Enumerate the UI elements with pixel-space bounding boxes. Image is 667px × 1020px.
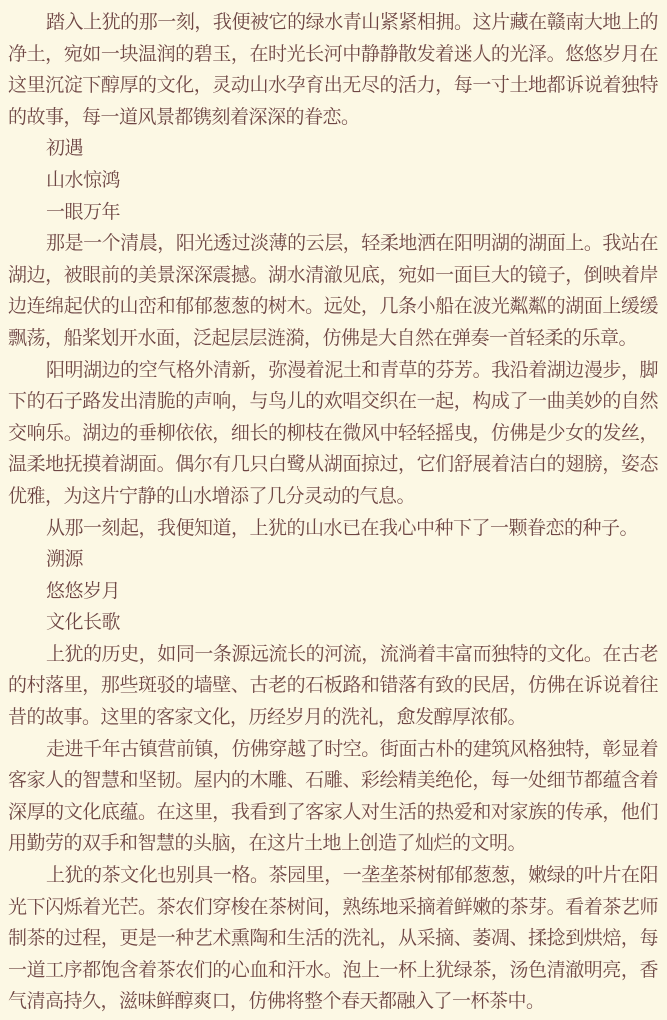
article-heading-one-glance: 一眼万年	[46, 201, 121, 223]
article-heading-culture-song: 文化长歌	[46, 612, 121, 634]
article-paragraph: 那是一个清晨，阳光透过淡薄的云层，轻柔地洒在阳明湖的湖面上。我站在湖边，被眼前的美景深深震撼。湖水清澈见底，宛如一面巨大的镜子，倒映着岸边连绵起伏的山峦和郁郁葱葱的树木。远处，几条小船在波光粼粼的湖面上缓缓飘荡，船桨划开水面，泛起层层涟漪，仿佛是大自然在弹奏一首轻柔的乐章。	[8, 233, 658, 349]
article-heading-tracing-origins: 溯源	[46, 549, 84, 571]
article-paragraph: 踏入上犹的那一刻，我便被它的绿水青山紧紧相拥。这片藏在赣南大地上的净土，宛如一块温润的碧玉，在时光长河中静静散发着迷人的光泽。悠悠岁月在这里沉淀下醇厚的文化，灵动山水孕育出无尽的活力，每一寸土地都诉说着独特的故事，每一道风景都镌刻着深深的眷恋。	[8, 12, 658, 128]
article-paragraph: 走进千年古镇营前镇，仿佛穿越了时空。街面古朴的建筑风格独特，彰显着客家人的智慧和坚韧。屋内的木雕、石雕、彩绘精美绝伦，每一处细节都蕴含着深厚的文化底蕴。在这里，我看到了客家人对生活的热爱和对家族的传承，他们用勤劳的双手和智慧的头脑，在这片土地上创造了灿烂的文明。	[8, 738, 658, 855]
article-paragraph: 从那一刻起，我便知道，上犹的山水已在我心中种下了一颗眷恋的种子。	[46, 517, 639, 539]
article-heading-first-encounter: 初遇	[46, 138, 84, 160]
article-paragraph: 阳明湖边的空气格外清新，弥漫着泥土和青草的芬芳。我沿着湖边漫步，脚下的石子路发出清脆的声响，与鸟儿的欢唱交织在一起，构成了一曲美妙的自然交响乐。湖边的垂柳依依，细长的柳枝在微风中轻轻摇曳，仿佛是少女的发丝，温柔地抚摸着湖面。偶尔有几只白鹭从湖面掠过，它们舒展着洁白的翅膀，姿态优雅，为这片宁静的山水增添了几分灵动的气息。	[8, 359, 658, 507]
article-heading-long-years: 悠悠岁月	[46, 580, 121, 602]
article-paragraph: 上犹的历史，如同一条源远流长的河流，流淌着丰富而独特的文化。在古老的村落里，那些斑驳的墙壁、古老的石板路和错落有致的民居，仿佛在诉说着往昔的故事。这里的客家文化，历经岁月的洗礼，愈发醇厚浓郁。	[8, 643, 658, 729]
article-paragraph: 上犹的茶文化也别具一格。茶园里，一垄垄茶树郁郁葱葱，嫩绿的叶片在阳光下闪烁着光芒。茶农们穿梭在茶树间，熟练地采摘着鲜嫩的茶芽。看着茶艺师制茶的过程，更是一种艺术熏陶和生活的洗礼，从采摘、萎凋、揉捻到烘焙，每一道工序都饱含着茶农们的心血和汗水。泡上一杯上犹绿茶，汤色清澈明亮，香气清高持久，滋味鲜醇爽口，仿佛将整个春天都融入了一杯茶中。	[8, 865, 658, 1013]
article-heading-landscape-marvel: 山水惊鸿	[46, 169, 121, 191]
